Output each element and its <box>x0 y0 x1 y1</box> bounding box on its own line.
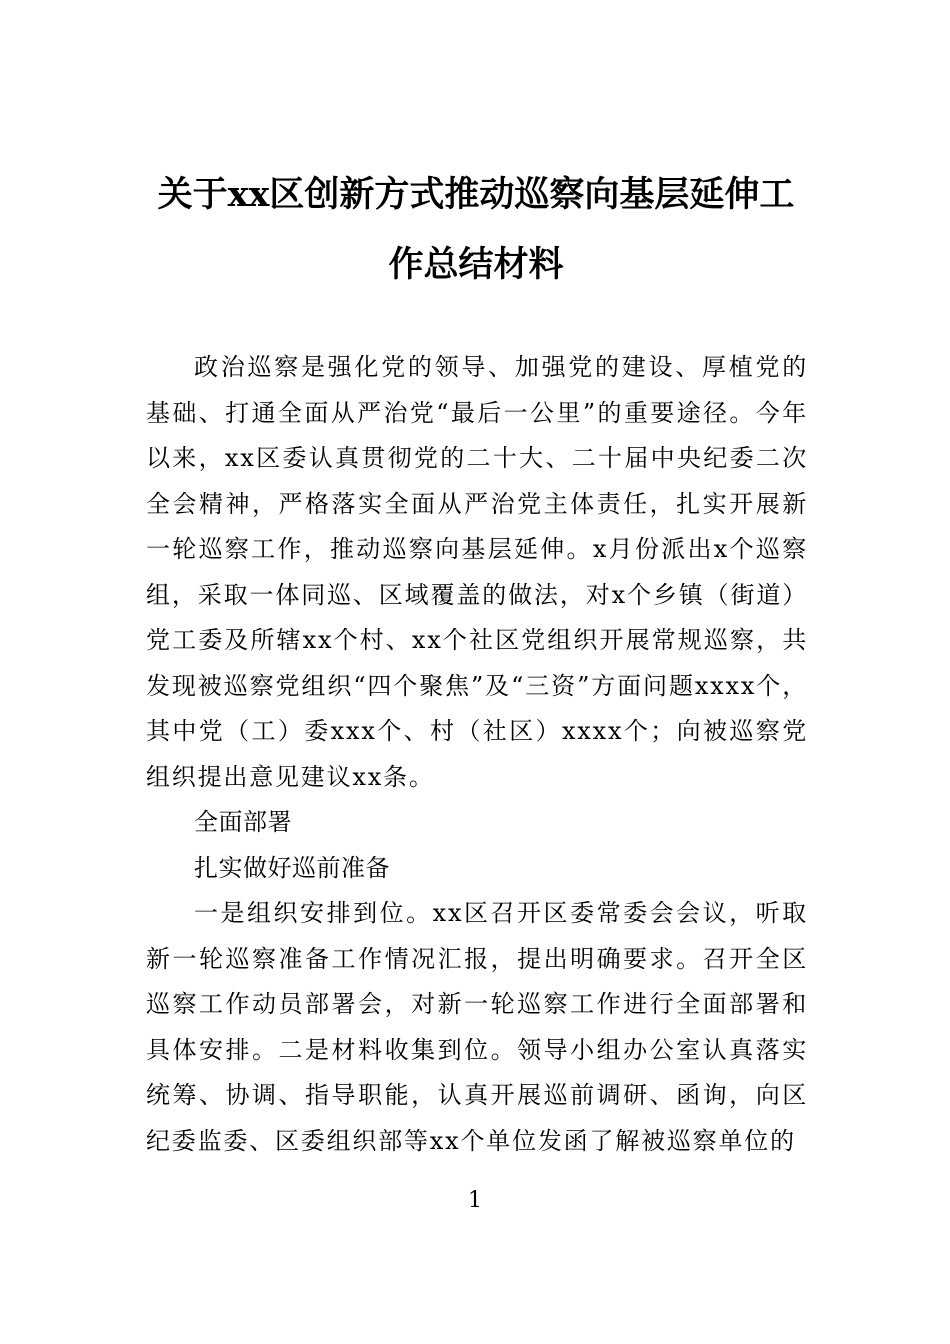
paragraph-preparation: 一是组织安排到位。xx区召开区委常委会会议，听取新一轮巡察准备工作情况汇报，提出明确要求。召开全区巡察工作动员部署会，对新一轮巡察工作进行全面部署和具体安排。二是材料收集到位。领导小组办公室认真落实统筹、协调、指导职能，认真开展巡前调研、函询，向区纪委监委、区委组织部等xx个单位发函了解被巡察单位的 <box>146 899 808 1155</box>
section-heading: 全面部署 <box>194 808 292 836</box>
subsection-heading: 扎实做好巡前准备 <box>194 853 390 882</box>
paragraph-intro: 政治巡察是强化党的领导、加强党的建设、厚植党的基础、打通全面从严治党“最后一公里”的重要途径。今年以来，xx区委认真贯彻党的二十大、二十届中央纪委二次全会精神，严格落实全面从严治党主体责任，扎实开展新一轮巡察工作，推动巡察向基层延伸。x月份派出x个巡察组，采取一体同巡、区域覆盖的做法，对x个乡镇（街道）党工委及所辖xx个村、xx个社区党组织开展常规巡察，共发现被巡察党组织“四个聚焦”及“三资”方面问题xxxx个，其中党（工）委xxx个、村（社区）xxxx个；向被巡察党组织提出意见建议xx条。 <box>146 353 808 791</box>
page-number: 1 <box>468 1188 482 1213</box>
document-title: 关于xx区创新方式推动巡察向基层延伸工作总结材料 <box>157 174 795 285</box>
document-body <box>146 345 808 1164</box>
